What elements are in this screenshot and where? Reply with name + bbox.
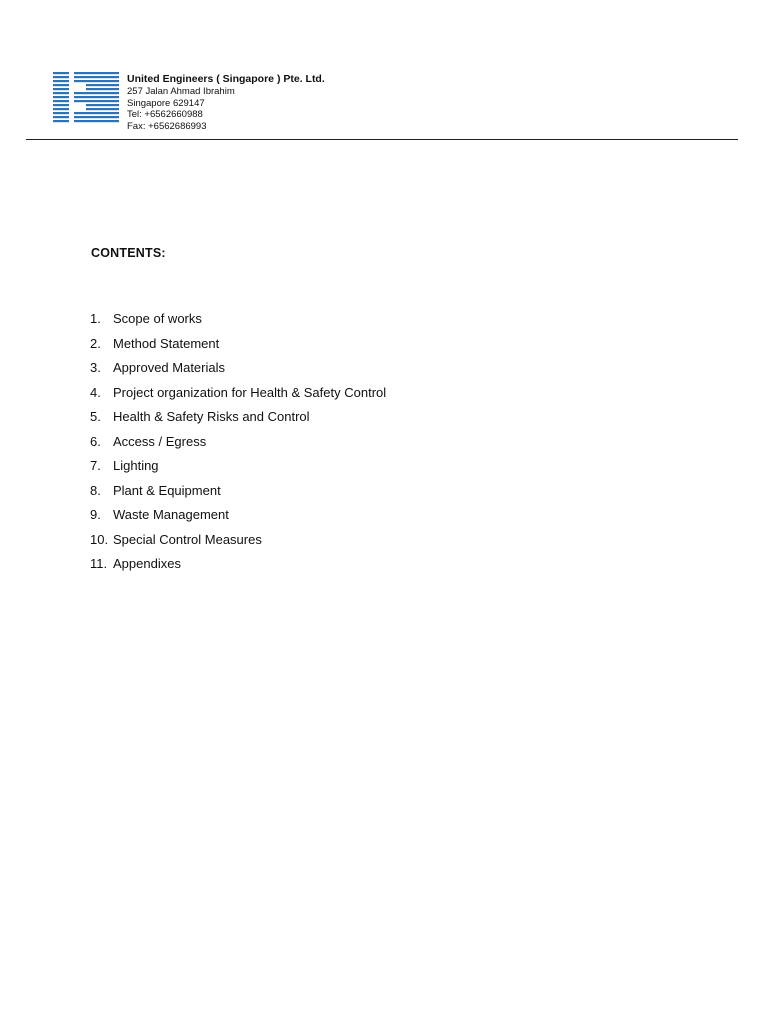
- contents-item: [90, 458, 386, 483]
- contents-item: [90, 434, 386, 459]
- contents-heading: CONTENTS:: [91, 246, 166, 260]
- contents-item-text: Project organization for Health & Safety Control: [113, 384, 387, 400]
- company-name: United Engineers ( Singapore ) Pte. Ltd.: [127, 73, 325, 85]
- contents-item: [90, 409, 386, 434]
- contents-item-number: 7.: [90, 458, 101, 473]
- contents-item-number: 11.: [90, 556, 108, 571]
- company-info: [127, 73, 325, 132]
- contents-item-number: 4.: [90, 384, 101, 400]
- contents-item: [90, 507, 386, 532]
- contents-item-text: Method Statement: [113, 335, 220, 351]
- contents-item: [90, 483, 386, 508]
- contents-item: [90, 532, 386, 557]
- contents-item-text: Lighting: [113, 458, 159, 473]
- contents-item-number: 10.: [90, 531, 109, 547]
- contents-item-number: 8.: [90, 482, 101, 498]
- contents-item: [90, 311, 386, 336]
- contents-item-number: 9.: [90, 507, 101, 522]
- contents-item-number: 2.: [90, 335, 101, 351]
- contents-item-number: 6.: [90, 433, 101, 449]
- contents-item: [90, 336, 386, 361]
- contents-list: [90, 311, 386, 581]
- contents-item-number: 3.: [90, 360, 101, 375]
- contents-item: [90, 385, 386, 410]
- contents-item: [90, 360, 386, 385]
- contents-item-text: Approved Materials: [113, 360, 225, 375]
- contents-item-text: Waste Management: [113, 507, 229, 522]
- company-fax: Fax: +6562686993: [127, 120, 207, 132]
- contents-item: [90, 556, 386, 581]
- contents-item-number: 5.: [90, 409, 101, 424]
- contents-item-text: Plant & Equipment: [113, 482, 221, 498]
- contents-item-text: Scope of works: [113, 311, 202, 326]
- contents-item-text: Appendixes: [113, 556, 181, 571]
- contents-item-text: Special Control Measures: [113, 531, 262, 547]
- company-address-line2: Singapore 629147: [127, 97, 205, 109]
- ue-striped-logo-icon: [53, 72, 119, 124]
- header-divider: [26, 139, 738, 140]
- company-tel: Tel: +6562660988: [127, 109, 203, 121]
- contents-item-text: Access / Egress: [113, 433, 207, 449]
- company-address-line1: 257 Jalan Ahmad Ibrahim: [127, 86, 235, 97]
- contents-item-text: Health & Safety Risks and Control: [113, 409, 310, 424]
- letterhead: [0, 0, 768, 142]
- contents-item-number: 1.: [90, 311, 101, 326]
